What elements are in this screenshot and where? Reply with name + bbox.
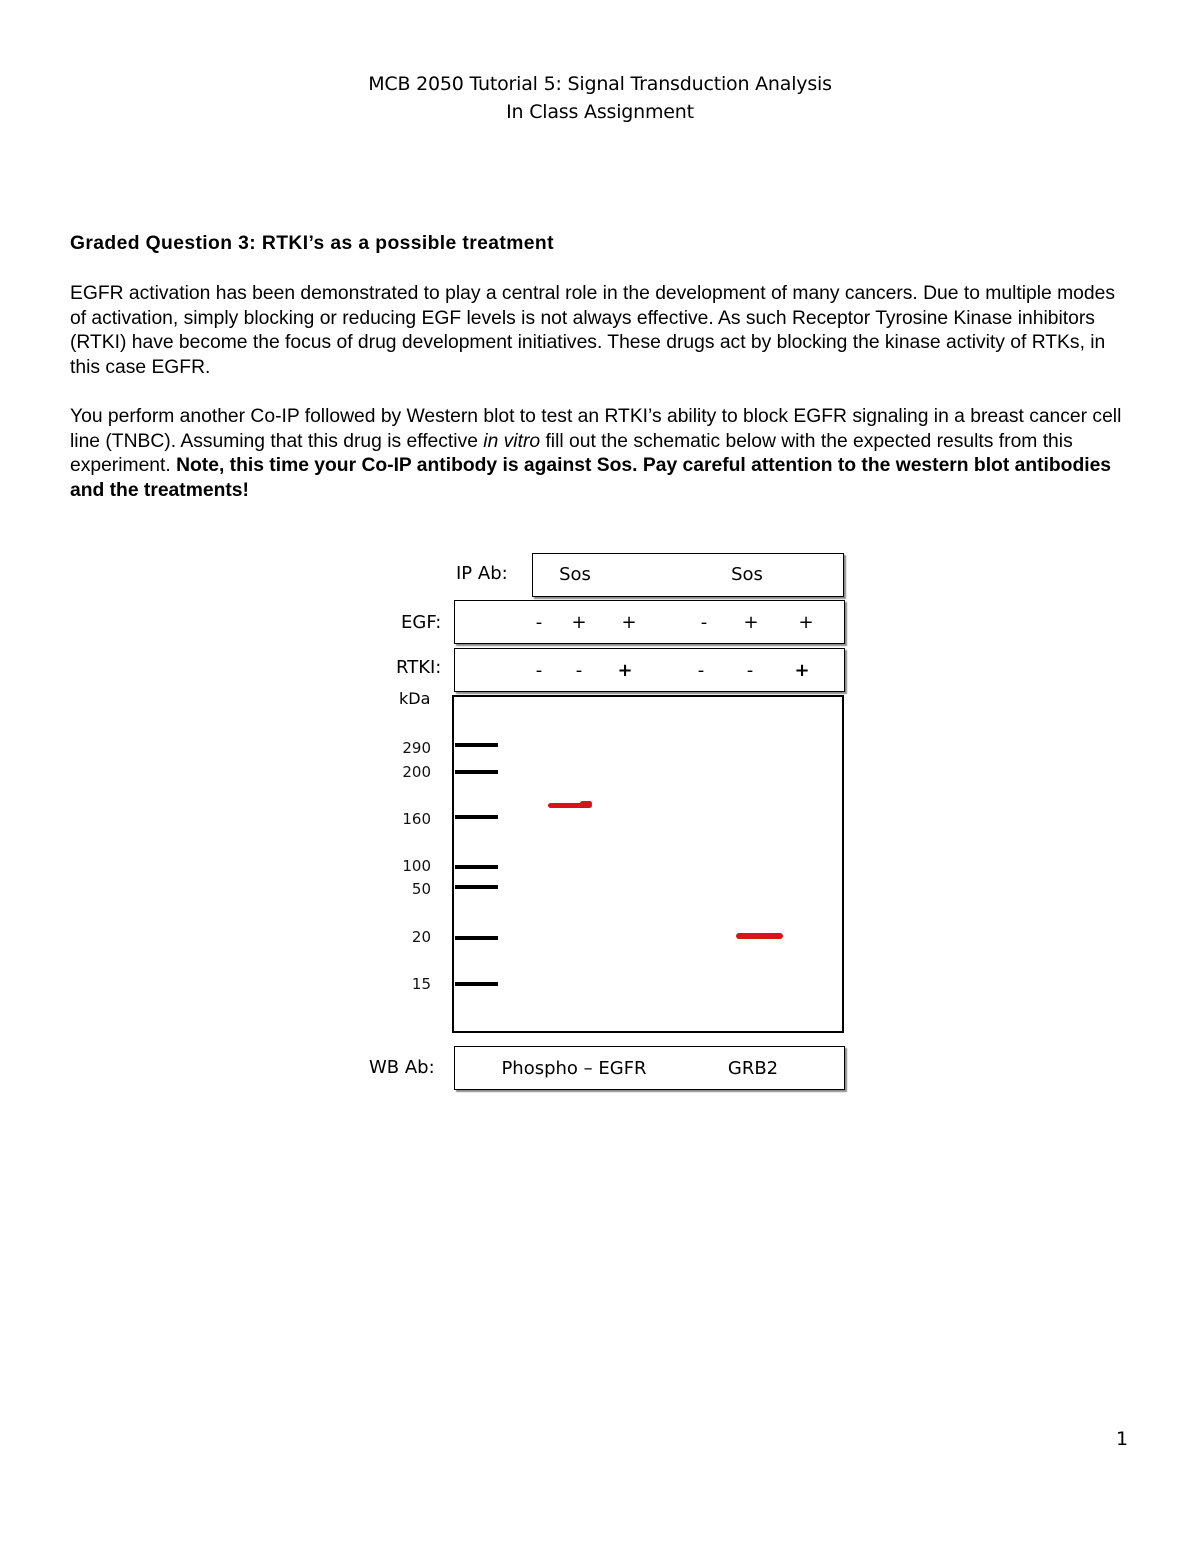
rtki-lane-6: + xyxy=(794,660,810,681)
egf-lane-6: + xyxy=(798,612,814,633)
document-title: MCB 2050 Tutorial 5: Signal Transduction Analysis xyxy=(368,73,832,95)
red-band-grb2 xyxy=(736,933,783,939)
question-paragraph-1 xyxy=(70,282,1135,381)
wb-ab-box xyxy=(454,1046,845,1090)
rtki-lane-3: + xyxy=(617,660,633,681)
rtki-lane-1: - xyxy=(535,660,543,681)
ip-ab-value-1: Sos xyxy=(559,564,591,585)
egf-lane-3: + xyxy=(621,612,637,633)
ip-ab-value-2: Sos xyxy=(731,564,763,585)
document-header xyxy=(0,70,1200,126)
marker-label-160: 160 xyxy=(402,810,431,828)
ladder-band-290 xyxy=(455,743,498,747)
red-band-phospho-egfr-tail xyxy=(580,801,592,806)
document-subtitle: In Class Assignment xyxy=(506,101,694,123)
marker-label-50: 50 xyxy=(411,880,431,898)
egf-lane-4: - xyxy=(700,612,708,633)
rtki-label: RTKI: xyxy=(396,657,442,678)
ladder-band-160 xyxy=(455,815,498,819)
para2-part-b: fill out the schematic below with the expected results from this experiment. xyxy=(70,430,1073,477)
marker-label-290: 290 xyxy=(402,739,431,757)
ladder-band-100 xyxy=(455,865,498,869)
ladder-band-50 xyxy=(455,885,498,889)
egf-lane-5: + xyxy=(743,612,759,633)
egf-lane-1: - xyxy=(535,612,543,633)
marker-label-15: 15 xyxy=(411,975,431,993)
question-paragraph-2 xyxy=(70,405,1135,504)
rtki-lane-2: - xyxy=(575,660,583,681)
question-heading: Graded Question 3: RTKI’s as a possible treatment xyxy=(70,233,554,254)
ladder-band-15 xyxy=(455,982,498,986)
para2-bold-note: Note, this time your Co-IP antibody is against Sos. Pay careful attention to the western blot antibodies and the treatments! xyxy=(70,455,1112,502)
rtki-box xyxy=(454,648,845,692)
wb-ab-value-1: Phospho – EGFR xyxy=(501,1058,647,1079)
egf-label: EGF: xyxy=(401,612,442,633)
ip-ab-box xyxy=(532,553,844,597)
para2-part-a: You perform another Co-IP followed by Western blot to test an RTKI’s ability to block EGFR signaling in a breast cancer cell line (TNBC). Assuming that this drug is effective xyxy=(70,406,1122,452)
ip-ab-label: IP Ab: xyxy=(456,563,508,584)
egf-lane-2: + xyxy=(571,612,587,633)
marker-label-200: 200 xyxy=(402,763,431,781)
wb-ab-label: WB Ab: xyxy=(369,1057,435,1078)
rtki-lane-5: - xyxy=(746,660,754,681)
kda-label: kDa xyxy=(399,689,431,708)
paragraph-1-text: EGFR activation has been demonstrated to play a central role in the development of many cancers. Due to multiple modes of activation, simply blocking or reducing EGF levels is not always effective. As such Receptor Tyrosine Kinase inhibitors (RTKI) have become the focus of drug development initiatives. These drugs act by blocking the kinase activity of RTKs, in this case EGFR. xyxy=(70,283,1115,379)
rtki-lane-4: - xyxy=(697,660,705,681)
ladder-band-20 xyxy=(455,936,498,940)
ladder-band-200 xyxy=(455,770,498,774)
marker-label-20: 20 xyxy=(411,928,431,946)
para2-italic: in vitro xyxy=(483,430,541,452)
wb-ab-value-2: GRB2 xyxy=(727,1058,779,1079)
egf-box xyxy=(454,600,845,644)
paragraph-2-text xyxy=(70,405,1135,504)
marker-label-100: 100 xyxy=(402,857,431,875)
blot-membrane xyxy=(452,695,844,1033)
page-number: 1 xyxy=(1116,1428,1129,1450)
